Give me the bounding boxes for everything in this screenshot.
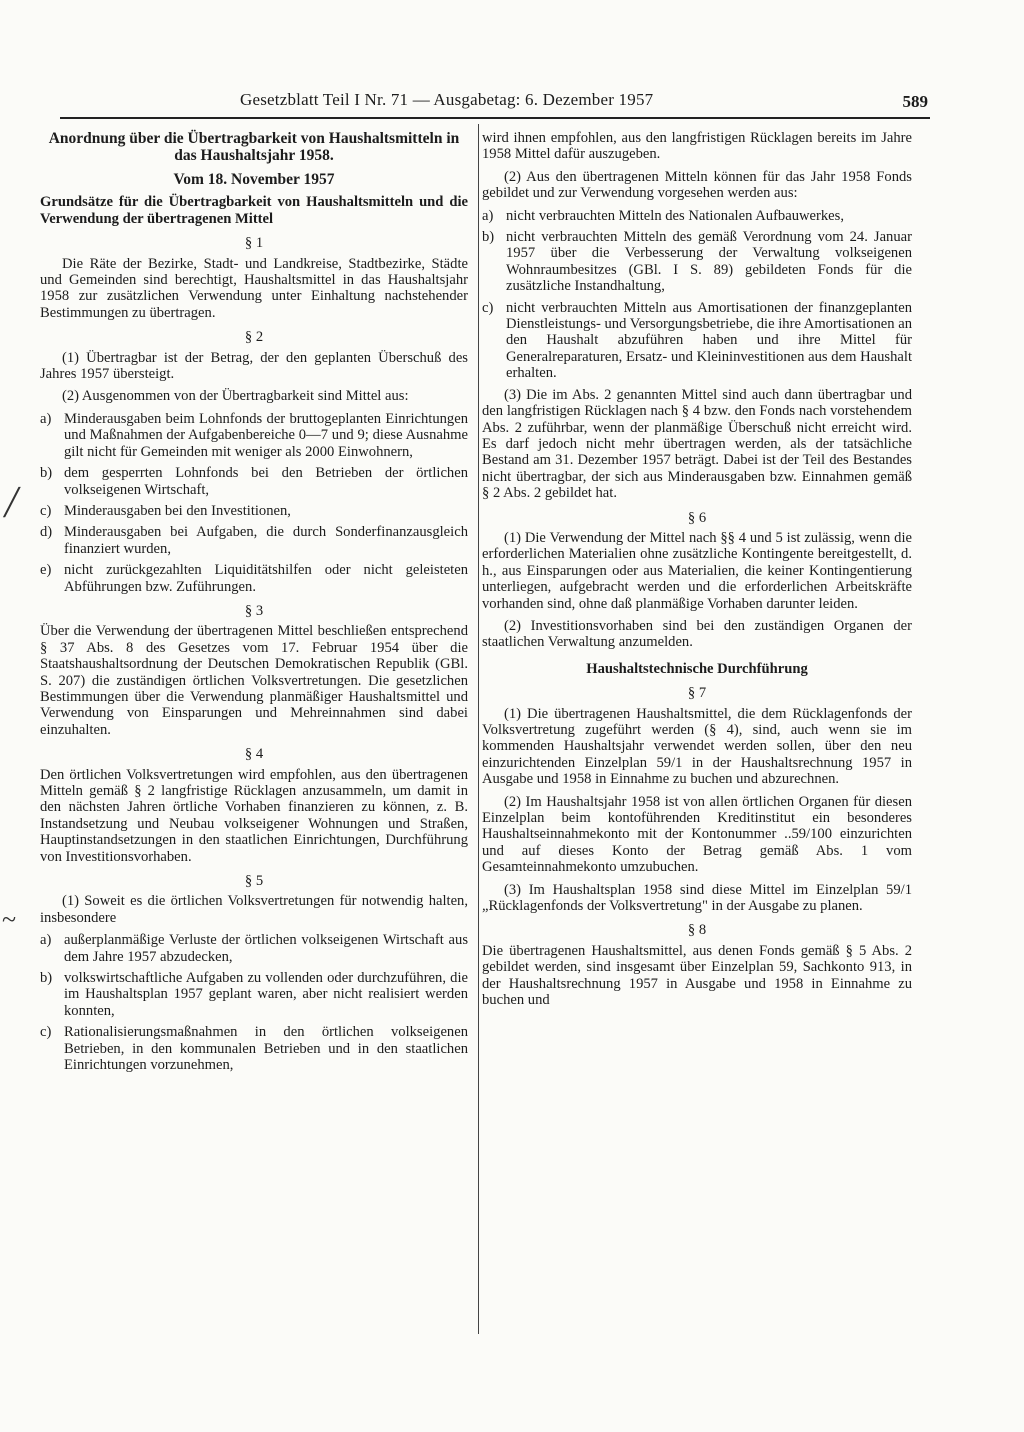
document-title: Anordnung über die Übertragbarkeit von Haushaltsmitteln in das Haushaltsjahr 1958. xyxy=(48,130,460,164)
paragraph-text: Die übertragenen Haushaltsmittel, aus denen Fonds gemäß § 5 Abs. 2 gebildet werden, sind insgesamt über Einzelplan 59, Sachkonto 913, in der Haushaltsrechnung 1957 in Ausgabe und 1958 in Einnahme zu buchen und xyxy=(482,942,912,1009)
right-column xyxy=(482,130,912,1015)
list-item-label: c) xyxy=(482,299,494,316)
column-divider xyxy=(478,124,479,1334)
list-item-label: d) xyxy=(40,524,53,541)
margin-mark: ~ xyxy=(2,905,17,934)
list-item-text: nicht zurückgezahlten Liquiditätshilfen oder nicht geleisteten Abführungen bzw. Zuführungen. xyxy=(64,562,468,595)
list-item xyxy=(40,562,468,595)
paragraph-text: (2) Ausgenommen von der Übertragbarkeit sind Mittel aus: xyxy=(62,388,409,405)
list-item xyxy=(40,503,468,519)
paragraph-number: § 2 xyxy=(244,329,264,346)
paragraph-text: Den örtlichen Volksvertretungen wird empfohlen, aus den übertragenen Mitteln gemäß § 2 langfristige Rücklagen anzusammeln, um damit in den nächsten Jahren örtliche Vorhaben finanzieren zu können, z. B. Instandsetzung und Neubau volkseigener Wohnungen und Straßen, Hauptinstandsetzungen in den staatlichen Einrichtungen, Durchführung von Investitionsvorhaben. xyxy=(40,766,468,865)
list-item xyxy=(482,300,912,382)
list-item-label: b) xyxy=(40,970,53,987)
list-item xyxy=(40,932,468,965)
list-item-label: a) xyxy=(40,410,52,427)
list-item-label: e) xyxy=(40,562,52,579)
list-item-label: c) xyxy=(40,502,52,519)
list-item-label: a) xyxy=(482,207,494,224)
left-column xyxy=(40,130,468,1079)
paragraph-number: § 1 xyxy=(244,235,264,252)
list-item-label: b) xyxy=(40,465,53,482)
list-item-text: Minderausgaben beim Lohnfonds der bruttogeplanten Einrichtungen und Maßnahmen der Aufgabenbereiche 0—7 und 9; diese Ausnahme gilt nicht für Gemeinden mit weniger als 2000 Einwohnern, xyxy=(64,410,468,460)
paragraph-text: (3) Im Haushaltsplan 1958 sind diese Mittel im Einzelplan 59/1 „Rücklagenfonds der Volksvertretung" in der Ausgabe zu planen. xyxy=(482,881,912,915)
list-item-text: volkswirtschaftliche Aufgaben zu vollenden oder durchzuführen, die im Haushaltsplan 1957 geplant waren, aber nicht realisiert werden konnten, xyxy=(64,970,468,1019)
list-item-text: Minderausgaben bei den Investitionen, xyxy=(64,502,291,519)
list-item xyxy=(40,1024,468,1073)
paragraph-text: (1) Die übertragenen Haushaltsmittel, die dem Rücklagenfonds der Volksvertretung zugeführt werden (§ 4), sind, auch wenn sie im kommenden Haushaltsjahr verwendet werden sollen, über den neu einzurichtenden Einzelplan 59/1 in der Haushaltsrechnung 1957 in Ausgabe und 1958 in Einnahme zu buchen und abzurechnen. xyxy=(482,705,912,788)
paragraph-text: wird ihnen empfohlen, aus den langfristigen Rücklagen bereits im Jahre 1958 Mittel dafür auszugeben. xyxy=(482,130,912,163)
page-number: 589 xyxy=(902,92,928,111)
section-heading: Haushaltstechnische Durchführung xyxy=(586,660,808,677)
list-item-label: a) xyxy=(40,932,52,949)
paragraph-number: § 5 xyxy=(244,873,264,890)
paragraph-text: (1) Übertragbar ist der Betrag, der den geplanten Überschuß des Jahres 1957 übersteigt. xyxy=(40,349,468,383)
list-item-text: nicht verbrauchten Mitteln des gemäß Verordnung vom 24. Januar 1957 über die Verbesserung der Verwaltung volkseigenen Wohnraumbesitzes (GBl. I S. 89) gebildeten Fonds für die zusätzliche Instandhaltung, xyxy=(506,229,912,295)
paragraph-text: (1) Soweit es die örtlichen Volksvertretungen für notwendig halten, insbesondere xyxy=(40,893,468,926)
list-item xyxy=(482,229,912,295)
list-item xyxy=(40,465,468,498)
paragraph-number: § 7 xyxy=(687,685,707,702)
section-heading: Grundsätze für die Übertragbarkeit von Haushaltsmitteln und die Verwendung der übertragenen Mittel xyxy=(40,194,468,227)
document-date: Vom 18. November 1957 xyxy=(173,171,335,188)
list-item xyxy=(482,208,912,224)
paragraph-text: (2) Investitionsvorhaben sind bei den zuständigen Organen der staatlichen Verwaltung anzumelden. xyxy=(482,617,912,651)
list-item xyxy=(40,970,468,1019)
header-title: Gesetzblatt Teil I Nr. 71 — Ausgabetag: 6. Dezember 1957 xyxy=(240,90,654,109)
list-item-text: nicht verbrauchten Mitteln aus Amortisationen der finanzgeplanten Dienstleistungs- und Versorgungsbetriebe, die ihre Amortisationen an den Haushalt abzuführen haben und ihre Mittel für Generalreparaturen, Ersatz- und Kleininvestitionen aus dem Haushalt erhalten. xyxy=(506,299,912,382)
list-item-label: b) xyxy=(482,229,495,246)
paragraph-number: § 4 xyxy=(244,746,264,763)
list-item xyxy=(40,411,468,460)
list-item-label: c) xyxy=(40,1024,52,1041)
list-item-text: Minderausgaben bei Aufgaben, die durch Sonderfinanzausgleich finanziert wurden, xyxy=(64,524,468,557)
list-item-text: nicht verbrauchten Mitteln des Nationalen Aufbauwerkes, xyxy=(506,207,844,224)
page-header xyxy=(60,90,928,114)
paragraph-number: § 8 xyxy=(687,922,707,939)
paragraph-text: (2) Im Haushaltsjahr 1958 ist von allen örtlichen Organen für diesen Einzelplan beim kontoführenden Kreditinstitut ein besonderes Haushaltseinnahmekonto mit der Kontonummer ..59/100 einzurichten und auf dieses Konto der Betrag gemäß Abs. 1 vom Gesamteinnahmekonto umzubuchen. xyxy=(482,793,912,876)
paragraph-text: Die Räte der Bezirke, Stadt- und Landkreise, Stadtbezirke, Städte und Gemeinden sind berechtigt, Haushaltsmittel in das Haushaltsjahr 1958 zur zusätzlichen Verwendung unter Einhaltung nachstehender Bestimmungen zu übertragen. xyxy=(40,255,468,321)
list-item-text: dem gesperrten Lohnfonds bei den Betrieben der örtlichen volkseigenen Wirtschaft, xyxy=(64,465,468,498)
paragraph-text: (1) Die Verwendung der Mittel nach §§ 4 und 5 ist zulässig, wenn die erforderlichen Materialien ohne zusätzliche Kontingente bereitgestellt, d. h., aus Einsparungen oder aus Materialien, die keiner Kontingentierung unterliegen, aufgebracht werden und die erforderlichen Arbeitskräfte vorhanden sind, ohne daß planmäßige Vorhaben darunter leiden. xyxy=(482,529,912,612)
margin-mark: ╱ xyxy=(4,488,20,517)
list-item-text: außerplanmäßige Verluste der örtlichen volkseigenen Wirtschaft aus dem Jahre 1957 abzudecken, xyxy=(64,932,468,965)
paragraph-text: (2) Aus den übertragenen Mitteln können für das Jahr 1958 Fonds gebildet und zur Verwendung vorgesehen werden aus: xyxy=(482,168,912,202)
paragraph-number: § 3 xyxy=(244,602,264,619)
paragraph-text: Über die Verwendung der übertragenen Mittel beschließen entsprechend § 37 Abs. 8 des Gesetzes vom 17. Februar 1954 über die Staatshaushaltsordnung der Deutschen Demokratischen Republik (GBl. S. 207) die zuständigen örtlichen Volksvertretungen. Die gesetzlichen Bestimmungen über die Verwendung planmäßiger Haushaltsmittel und Verwendung von Einsparungen und Mehreinnahmen sind dabei einzuhalten. xyxy=(40,623,468,738)
list-item-text: Rationalisierungsmaßnahmen in den örtlichen volkseigenen Betrieben, in den kommunalen Betrieben und in den staatlichen Einrichtungen vorzunehmen, xyxy=(64,1024,468,1074)
header-rule xyxy=(60,117,930,119)
list-item xyxy=(40,524,468,557)
paragraph-number: § 6 xyxy=(687,509,707,526)
paragraph-text: (3) Die im Abs. 2 genannten Mittel sind auch dann übertragbar und den langfristigen Rücklagen nach § 4 bzw. den Fonds nach vorstehendem Abs. 2 zuführbar, wenn der planmäßige Überschuß nicht erreicht wird. Es darf jedoch nicht mehr übertragen werden, als der tatsächliche Bestand am 31. Dezember 1957 beträgt. Dabei ist der Teil des Bestandes nicht übertragbar, der sich aus Minderausgaben bzw. Einnahmen gemäß § 2 Abs. 2 gebildet hat. xyxy=(482,386,912,502)
